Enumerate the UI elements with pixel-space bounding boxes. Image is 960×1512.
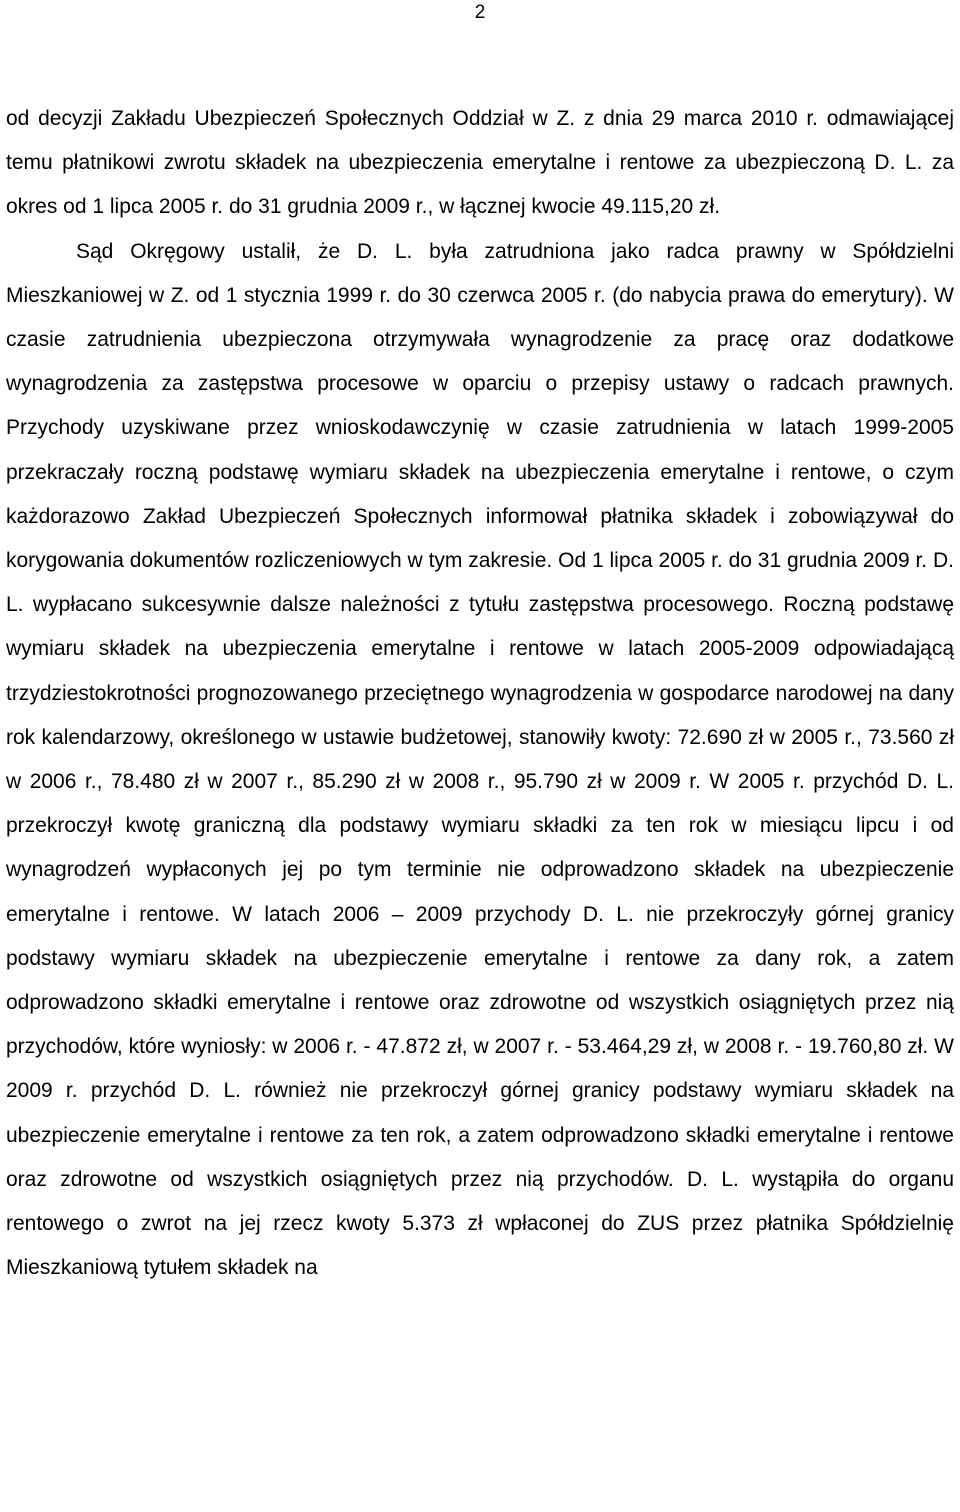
document-body (6, 97, 954, 1290)
paragraph: Sąd Okręgowy ustalił, że D. L. była zatrudniona jako radca prawny w Spółdzielni Mieszkaniowej w Z. od 1 stycznia 1999 r. do 30 czerwca 2005 r. (do nabycia prawa do emerytury). W czasie zatrudnienia ubezpieczona otrzymywała wynagrodzenie za pracę oraz dodatkowe wynagrodzenia za zastępstwa procesowe w oparciu o przepisy ustawy o radcach prawnych. Przychody uzyskiwane przez wnioskodawczynię w czasie zatrudnienia w latach 1999-2005 przekraczały roczną podstawę wymiaru składek na ubezpieczenia emerytalne i rentowe, o czym każdorazowo Zakład Ubezpieczeń Społecznych informował płatnika składek i zobowiązywał do korygowania dokumentów rozliczeniowych w tym zakresie. Od 1 lipca 2005 r. do 31 grudnia 2009 r. D. L. wypłacano sukcesywnie dalsze należności z tytułu zastępstwa procesowego. Roczną podstawę wymiaru składek na ubezpieczenia emerytalne i rentowe w latach 2005-2009 odpowiadającą trzydziestokrotności prognozowanego przeciętnego wynagrodzenia w gospodarce narodowej na dany rok kalendarzowy, określonego w ustawie budżetowej, stanowiły kwoty: 72.690 zł w 2005 r., 73.560 zł w 2006 r., 78.480 zł w 2007 r., 85.290 zł w 2008 r., 95.790 zł w 2009 r. W 2005 r. przychód D. L. przekroczył kwotę graniczną dla podstawy wymiaru składki za ten rok w miesiącu lipcu i od wynagrodzeń wypłaconych jej po tym terminie nie odprowadzono składek na ubezpieczenie emerytalne i rentowe. W latach 2006 – 2009 przychody D. L. nie przekroczyły górnej granicy podstawy wymiaru składek na ubezpieczenie emerytalne i rentowe za dany rok, a zatem odprowadzono składki emerytalne i rentowe oraz zdrowotne od wszystkich osiągniętych przez nią przychodów, które wyniosły: w 2006 r. - 47.872 zł, w 2007 r. - 53.464,29 zł, w 2008 r. - 19.760,80 zł. W 2009 r. przychód D. L. również nie przekroczył górnej granicy podstawy wymiaru składek na ubezpieczenie emerytalne i rentowe za ten rok, a zatem odprowadzono składki emerytalne i rentowe oraz zdrowotne od wszystkich osiągniętych przez nią przychodów. D. L. wystąpiła do organu rentowego o zwrot na jej rzecz kwoty 5.373 zł wpłaconej do ZUS przez płatnika Spółdzielnię Mieszkaniową tytułem składek na (6, 239, 954, 1280)
paragraph: od decyzji Zakładu Ubezpieczeń Społecznych Oddział w Z. z dnia 29 marca 2010 r. odmawiającej temu płatnikowi zwrotu składek na ubezpieczenia emerytalne i rentowe za ubezpieczoną D. L. za okres od 1 lipca 2005 r. do 31 grudnia 2009 r., w łącznej kwocie 49.115,20 zł. (6, 107, 954, 219)
page-number: 2 (474, 2, 486, 23)
